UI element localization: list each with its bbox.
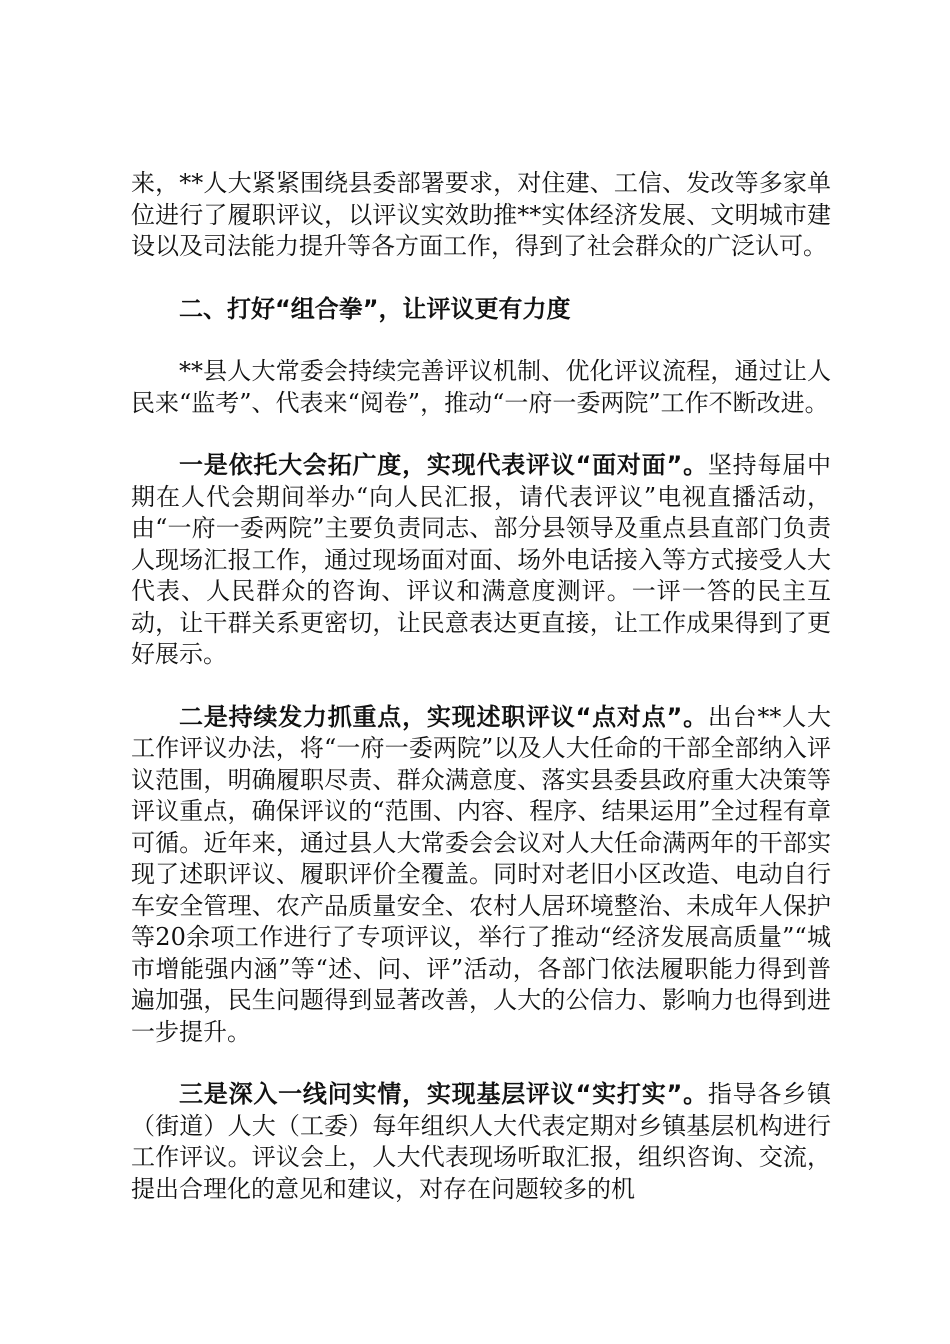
paragraph-intro: **县人大常委会持续完善评议机制、优化评议流程，通过让人民来“监考”、代表来“阅卷”，推动“一府一委两院”工作不断改进。 bbox=[131, 357, 831, 417]
paragraph-point-1 bbox=[131, 450, 831, 671]
paragraph-gap bbox=[131, 1048, 831, 1079]
paragraph-gap bbox=[131, 263, 831, 294]
paragraph-gap bbox=[131, 419, 831, 450]
point-1-lead: 一是依托大会拓广度，实现代表评议“面对面”。 bbox=[179, 451, 708, 479]
paragraph-point-3 bbox=[131, 1079, 831, 1205]
point-2-body: 出台**人大工作评议办法，将“一府一委两院”以及人大任命的干部全部纳入评议范围，明确履职尽责、群众满意度、落实县委县政府重大决策等评议重点，确保评议的“范围、内容、程序、结果运用”全过程有章可循。近年来，通过县人大常委会会议对人大任命满两年的干部实现了述职评议、履职评价全覆盖。同时对老旧小区改造、电动自行车安全管理、农产品质量安全、农村人居环境整治、未成年人保护等20余项工作进行了专项评议，举行了推动“经济发展高质量”“城市增能强内涵”等“述、问、评”活动，各部门依法履职能力得到普遍加强，民生问题得到显著改善，人大的公信力、影响力也得到进一步提升。 bbox=[131, 702, 832, 1046]
point-1-body: 坚持每届中期在人代会期间举办“向人民汇报，请代表评议”电视直播活动，由“一府一委两院”主要负责同志、部分县领导及重点县直部门负责人现场汇报工作，通过现场面对面、场外电话接入等方式接受人大代表、人民群众的咨询、评议和满意度测评。一评一答的民主互动，让干群关系更密切，让民意表达更直接，让工作成果得到了更好展示。 bbox=[131, 451, 832, 668]
section-heading: 二、打好“组合拳”，让评议更有力度 bbox=[179, 294, 571, 323]
point-2-lead: 二是持续发力抓重点，实现述职评议“点对点”。 bbox=[179, 702, 708, 731]
paragraph-gap bbox=[131, 671, 831, 702]
paragraph-gap bbox=[131, 325, 831, 356]
paragraph-point-2 bbox=[131, 702, 831, 1049]
document-body bbox=[131, 168, 831, 1205]
paragraph-continuation: 来，**人大紧紧围绕县委部署要求，对住建、工信、发改等多家单位进行了履职评议，以评议实效助推**实体经济发展、文明城市建设以及司法能力提升等各方面工作，得到了社会群众的广泛认可。 bbox=[131, 169, 831, 260]
point-3-body: 指导各乡镇（街道）人大（工委）每年组织人大代表定期对乡镇基层机构进行工作评议。评议会上，人大代表现场听取汇报，组织咨询、交流，提出合理化的意见和建议，对存在问题较多的机 bbox=[131, 1080, 832, 1203]
point-3-lead: 三是深入一线问实情，实现基层评议“实打实”。 bbox=[179, 1080, 708, 1108]
